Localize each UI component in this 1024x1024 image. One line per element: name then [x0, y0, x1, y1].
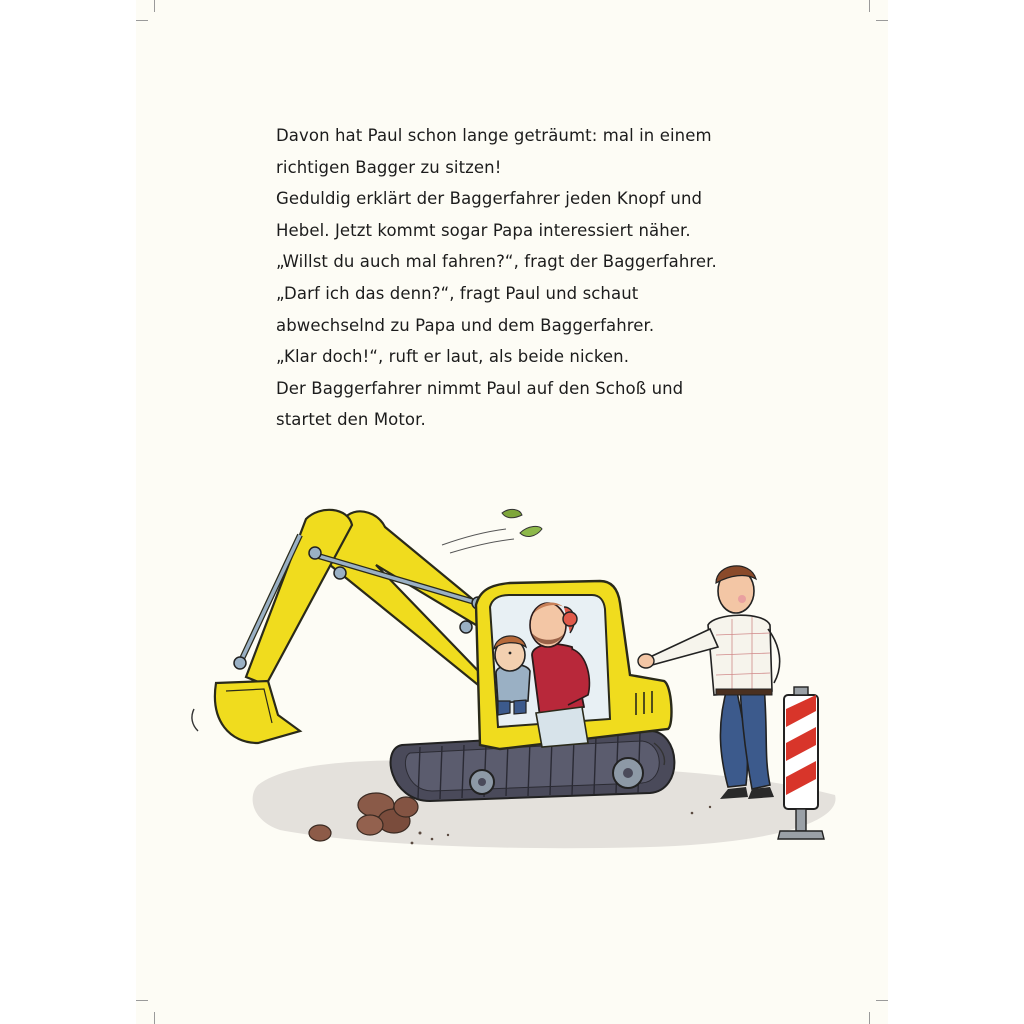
story-line: „Willst du auch mal fahren?“, fragt der Baggerfahrer. — [276, 252, 717, 272]
story-line: „Klar doch!“, ruft er laut, als beide nicken. — [276, 347, 630, 367]
crop-mark-bottom-right-v — [869, 1012, 870, 1024]
leaves — [442, 509, 542, 553]
story-line: richtigen Bagger zu sitzen! — [276, 157, 502, 177]
story-text — [276, 120, 756, 436]
crop-mark-top-right-v — [869, 0, 870, 12]
story-line: Der Baggerfahrer nimmt Paul auf den Schoß und — [276, 378, 684, 398]
crop-mark-bottom-right-h — [876, 1000, 888, 1001]
story-line: Hebel. Jetzt kommt sogar Papa interessiert näher. — [276, 220, 691, 240]
story-line: Davon hat Paul schon lange geträumt: mal in einem — [276, 126, 712, 145]
story-line: abwechselnd zu Papa und dem Baggerfahrer. — [276, 315, 655, 335]
crop-mark-top-left-h — [136, 20, 148, 21]
crop-mark-top-left-v — [154, 0, 155, 12]
crop-mark-top-right-h — [876, 20, 888, 21]
crop-mark-bottom-left-h — [136, 1000, 148, 1001]
story-line: „Darf ich das denn?“, fragt Paul und schaut — [276, 283, 639, 303]
story-line: Geduldig erklärt der Baggerfahrer jeden Knopf und — [276, 189, 703, 209]
crop-mark-bottom-left-v — [154, 1012, 155, 1024]
excavator-illustration — [180, 495, 860, 855]
story-line: startet den Motor. — [276, 410, 426, 430]
